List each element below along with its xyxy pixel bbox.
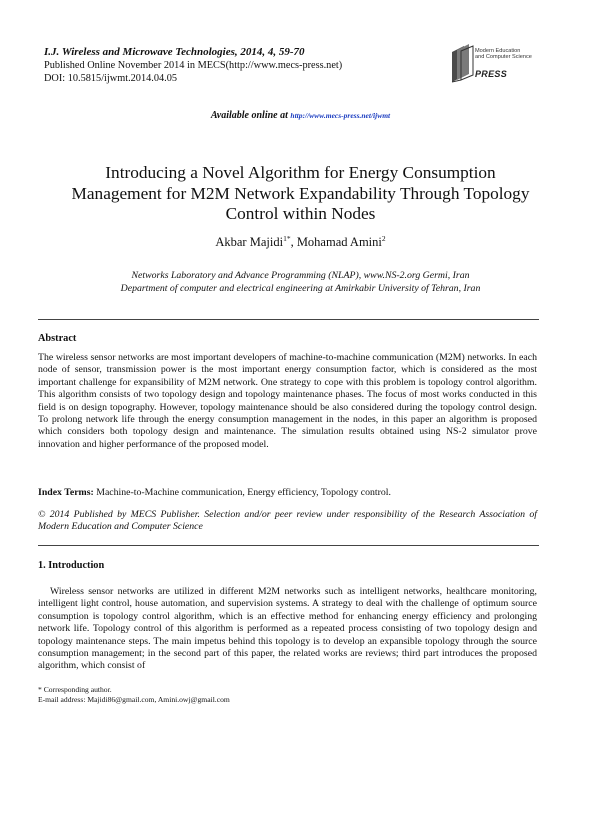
logo-press: PRESS [475, 69, 508, 79]
availability-line [0, 110, 601, 121]
logo-line-1: Modern Education [475, 48, 521, 54]
divider-top [38, 319, 539, 320]
divider-bottom [38, 545, 539, 546]
affiliation-1: Networks Laboratory and Advance Programming (NLAP), www.NS-2.org Germi, Iran [131, 270, 470, 281]
logo-line-2: and Computer Science [475, 54, 532, 61]
journal-title: I.J. Wireless and Microwave Technologies, 2014, 4, 59-70 [44, 46, 305, 58]
index-terms-value: Machine-to-Machine communication, Energy efficiency, Topology control. [96, 487, 391, 498]
introduction-body: Wireless sensor networks are utilized in different M2M networks such as intelligent networks, healthcare monitoring, intelligent light control, house automation, and supervision systems. A strategy to deal with the challenge of optimum source consumption is topology control algorithm, which is an effective method for enhancing energy efficiency and prolonging network life. Topology control of this algorithm is performed as a repeated process consisting of two topology design and topology maintenance steps. The main impetus behind this topology is to develop an expansible topology through the source consumption management; in the second part of this paper, the related works are reviews; third part introduces the proposed algorithm, which consist of [38, 586, 537, 672]
affiliations [60, 269, 541, 295]
author-separator: , [290, 235, 297, 250]
copyright-notice: © 2014 Published by MECS Publisher. Selection and/or peer review under responsibility of the Research Association of Modern Education and Computer Science [38, 509, 537, 533]
published-online: Published Online November 2014 in MECS(http://www.mecs-press.net) [44, 60, 343, 71]
email-address: E-mail address: Majidi86@gmail.com, Amini.owj@gmail.com [38, 695, 230, 704]
paper-title: Introducing a Novel Algorithm for Energy Consumption Management for M2M Network Expandability Through Topology Control within Nodes [71, 163, 530, 223]
index-terms [38, 487, 391, 498]
footnote [38, 685, 230, 705]
book-stack-icon [449, 42, 475, 86]
introduction-heading: 1. Introduction [38, 560, 105, 571]
author-2: Mohamad Amini [296, 235, 382, 250]
author-1-affiliation-mark: 1* [283, 234, 291, 243]
author-1: Akbar Majidi [215, 235, 284, 250]
journal-url-link[interactable]: http://www.mecs-press.net/ijwmt [290, 111, 391, 120]
publication-info [44, 60, 342, 85]
index-terms-label: Index Terms: [38, 487, 94, 498]
author-line [0, 234, 601, 250]
author-2-affiliation-mark: 2 [381, 234, 386, 243]
abstract-heading: Abstract [38, 333, 77, 344]
affiliation-2: Department of computer and electrical engineering at Amirkabir University of Tehran, Iran [120, 283, 481, 294]
abstract-body: The wireless sensor networks are most important developers of machine-to-machine communication (M2M) networks. In each node of sensor, transmission power is the most important energy consumption factor, which is considered as the most important challenge for expansibility of M2M network. One strategy to cope with this problem is topology control algorithm. This algorithm consists of two topology design and topology maintenance phases. The focus of most works conducted in this field is on design topography. However, topology maintenance should be also considered during the topology control design. To prolong network life through the energy consumption management in the nodes, in this paper an algorithm is proposed which considers both topology design and maintenance. The simulation results obtained using NS-2 simulator prove innovation and higher performance of the proposed model. [38, 352, 537, 450]
corresponding-author-note: * Corresponding author. [38, 685, 112, 694]
availability-label: Available online at [210, 110, 288, 121]
doi: DOI: 10.5815/ijwmt.2014.04.05 [44, 72, 177, 84]
publisher-logo [449, 42, 559, 90]
